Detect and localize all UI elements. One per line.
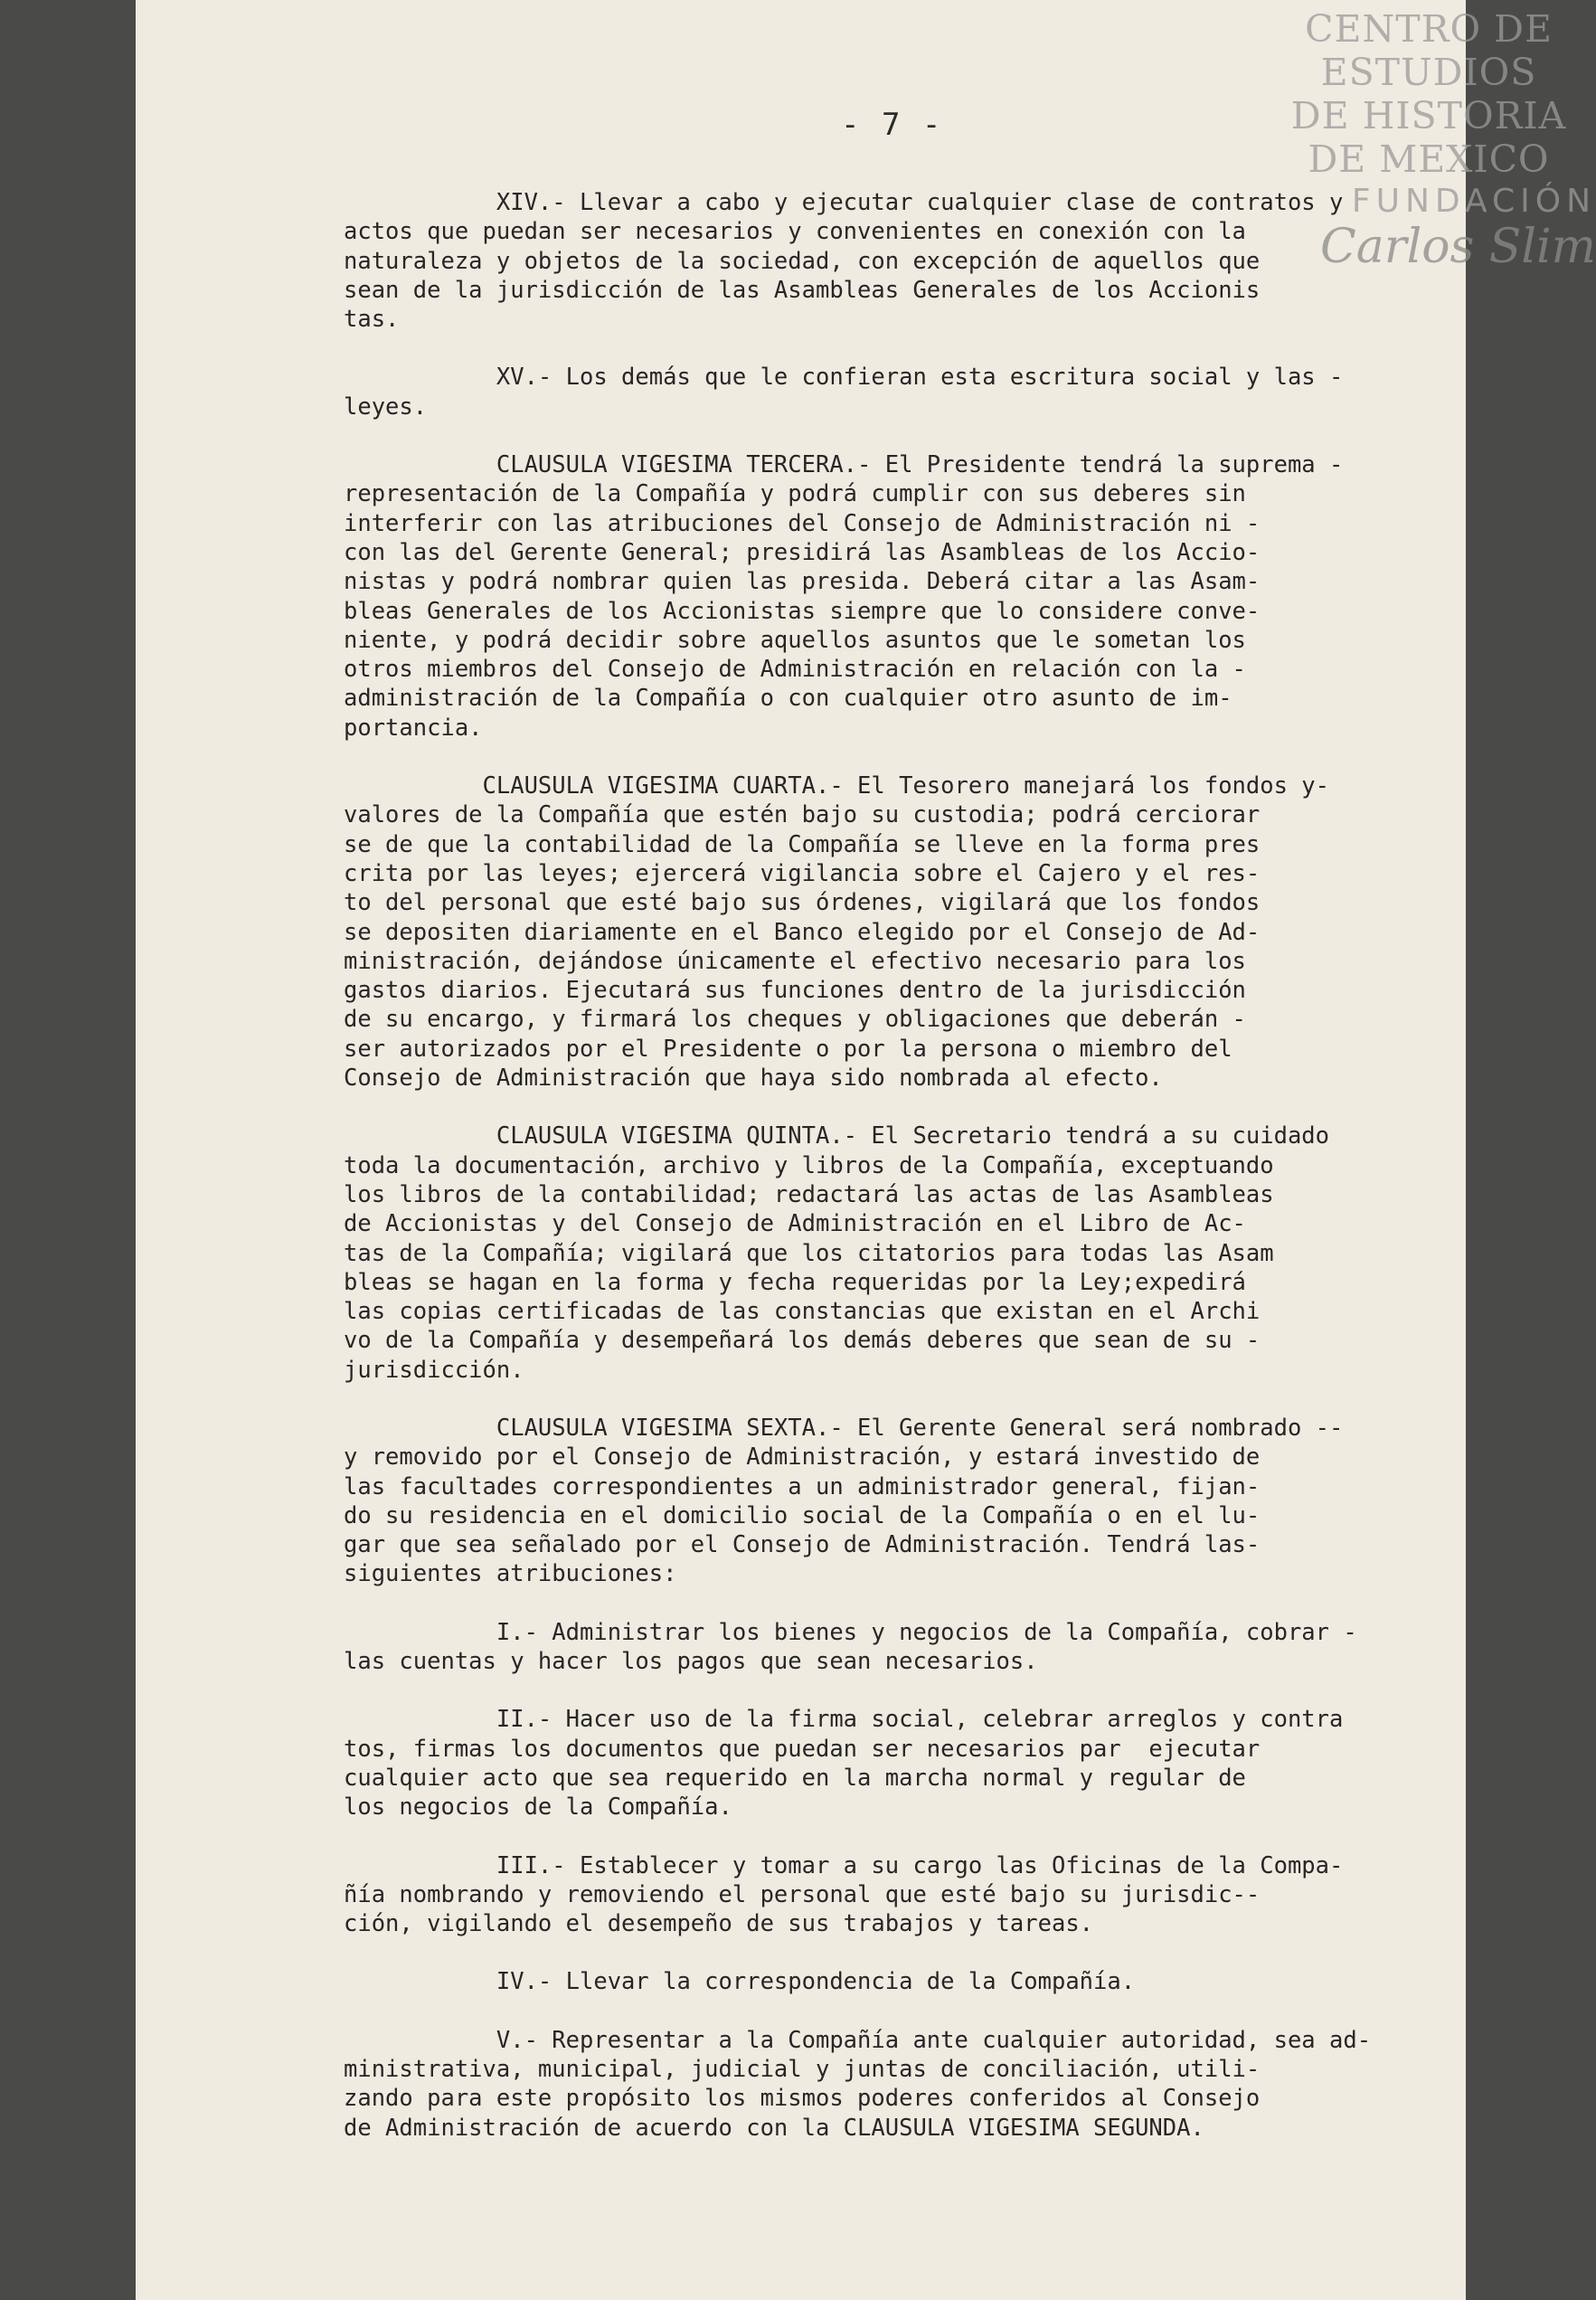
paragraph-clausula-vigesima-cuarta: CLAUSULA VIGESIMA CUARTA.- El Tesorero manejará los fondos y- valores de la Compañía que estén bajo su custodia; podrá cerciorar se de que la contabilidad de la Compañía se lleve en la forma pres crita por las leyes; ejercerá vigilancia sobre el Cajero y el res- to del personal que esté bajo sus órdenes, vigilará que los fondos se depositen diariamente en el Banco elegido por el Consejo de Ad- ministración, dejándose únicamente el efectivo necesario para los gastos diarios. Ejecutará sus funciones dentro de la jurisdicción de su encargo, y firmará los cheques y obligaciones que deberán - ser autorizados por el Presidente o por la persona o miembro del Consejo de Administración que haya sido nombrada al efecto. [344,772,1330,1093]
paragraph-attribution-i: I.- Administrar los bienes y negocios de la Compañía, cobrar - las cuentas y hacer los pagos que sean necesarios. [344,1618,1357,1676]
paragraph-attribution-iii: III.- Establecer y tomar a su cargo las Oficinas de la Compa- ñía nombrando y removiendo el personal que esté bajo su jurisdic-- ción, vigilando el desempeño de sus trabajos y tareas. [344,1851,1344,1938]
paragraph-clausula-vigesima-sexta: CLAUSULA VIGESIMA SEXTA.- El Gerente General será nombrado -- y removido por el Consejo de Administración, y estará investido de las facultades correspondientes a un administrador general, fijan- do su residencia en el domicilio social de la Compañía o en el lu- gar que sea señalado por el Consejo de Administración. Tendrá las- siguientes atribuciones: [344,1414,1344,1588]
watermark-line-3: DE HISTORIA [1290,94,1567,137]
paragraph-attribution-ii: II.- Hacer uso de la firma social, celebrar arreglos y contra tos, firmas los documentos que puedan ser necesarios par ejecutar cualquier acto que sea requerido en la marcha normal y regular de los negocios de la Compañía. [344,1706,1344,1822]
page-number: - 7 - [841,107,943,143]
document-body [344,188,1519,2143]
watermark-line-1: CENTRO DE [1305,7,1553,51]
paragraph-clausula-vigesima-quinta: CLAUSULA VIGESIMA QUINTA.- El Secretario tendrá a su cuidado toda la documentación, archivo y libros de la Compañía, exceptuando los libros de la contabilidad; redactará las actas de las Asambleas de Accionistas y del Consejo de Administración en el Libro de Ac- tas de la Compañía; vigilará que los citatorios para todas las Asam bleas se hagan en la forma y fecha requeridas por la Ley;expedirá las copias certificadas de las constancias que existan en el Archi vo de la Compañía y desempeñará los demás deberes que sean de su - jurisdicción. [344,1122,1330,1384]
document-page [136,0,1596,2300]
paragraph-attribution-v: V.- Representar a la Compañía ante cualquier autoridad, sea ad- ministrativa, municipal, judicial y juntas de conciliación, utili- zando para este propósito los mismos poderes conferidos al Consejo de Administración de acuerdo con la CLAUSULA VIGESIMA SEGUNDA. [344,2026,1372,2142]
paragraph-clause-xv: XV.- Los demás que le confieran esta escritura social y las - leyes. [344,364,1344,421]
watermark-signature: Carlos Slim [1320,220,1596,274]
watermark-line-4: DE MEXICO [1308,137,1550,181]
paragraph-clause-xiv: XIV.- Llevar a cabo y ejecutar cualquier clase de contratos y actos que puedan ser necesarios y convenientes en conexión con la naturaleza y objetos de la sociedad, con excepción de aquellos que sean de la jurisdicción de las Asambleas Generales de los Accionis tas. [344,189,1344,334]
watermark-line-2: ESTUDIOS [1320,51,1537,94]
paragraph-attribution-iv: IV.- Llevar la correspondencia de la Compañía. [344,1968,1136,1996]
watermark-foundation: FUNDACIÓN [1351,183,1596,220]
paragraph-clausula-vigesima-tercera: CLAUSULA VIGESIMA TERCERA.- El Presidente tendrá la suprema - representación de la Compañía y podrá cumplir con sus deberes sin interferir con las atribuciones del Consejo de Administración ni - con las del Gerente General; presidirá las Asambleas de los Accio- nistas y podrá nombrar quien las presida. Deberá citar a las Asam- bleas Generales de los Accionistas siempre que lo considere conve- niente, y podrá decidir sobre aquellos asuntos que le sometan los otros miembros del Consejo de Administración en relación con la - administración de la Compañía o con cualquier otro asunto de im- portancia. [344,451,1344,742]
